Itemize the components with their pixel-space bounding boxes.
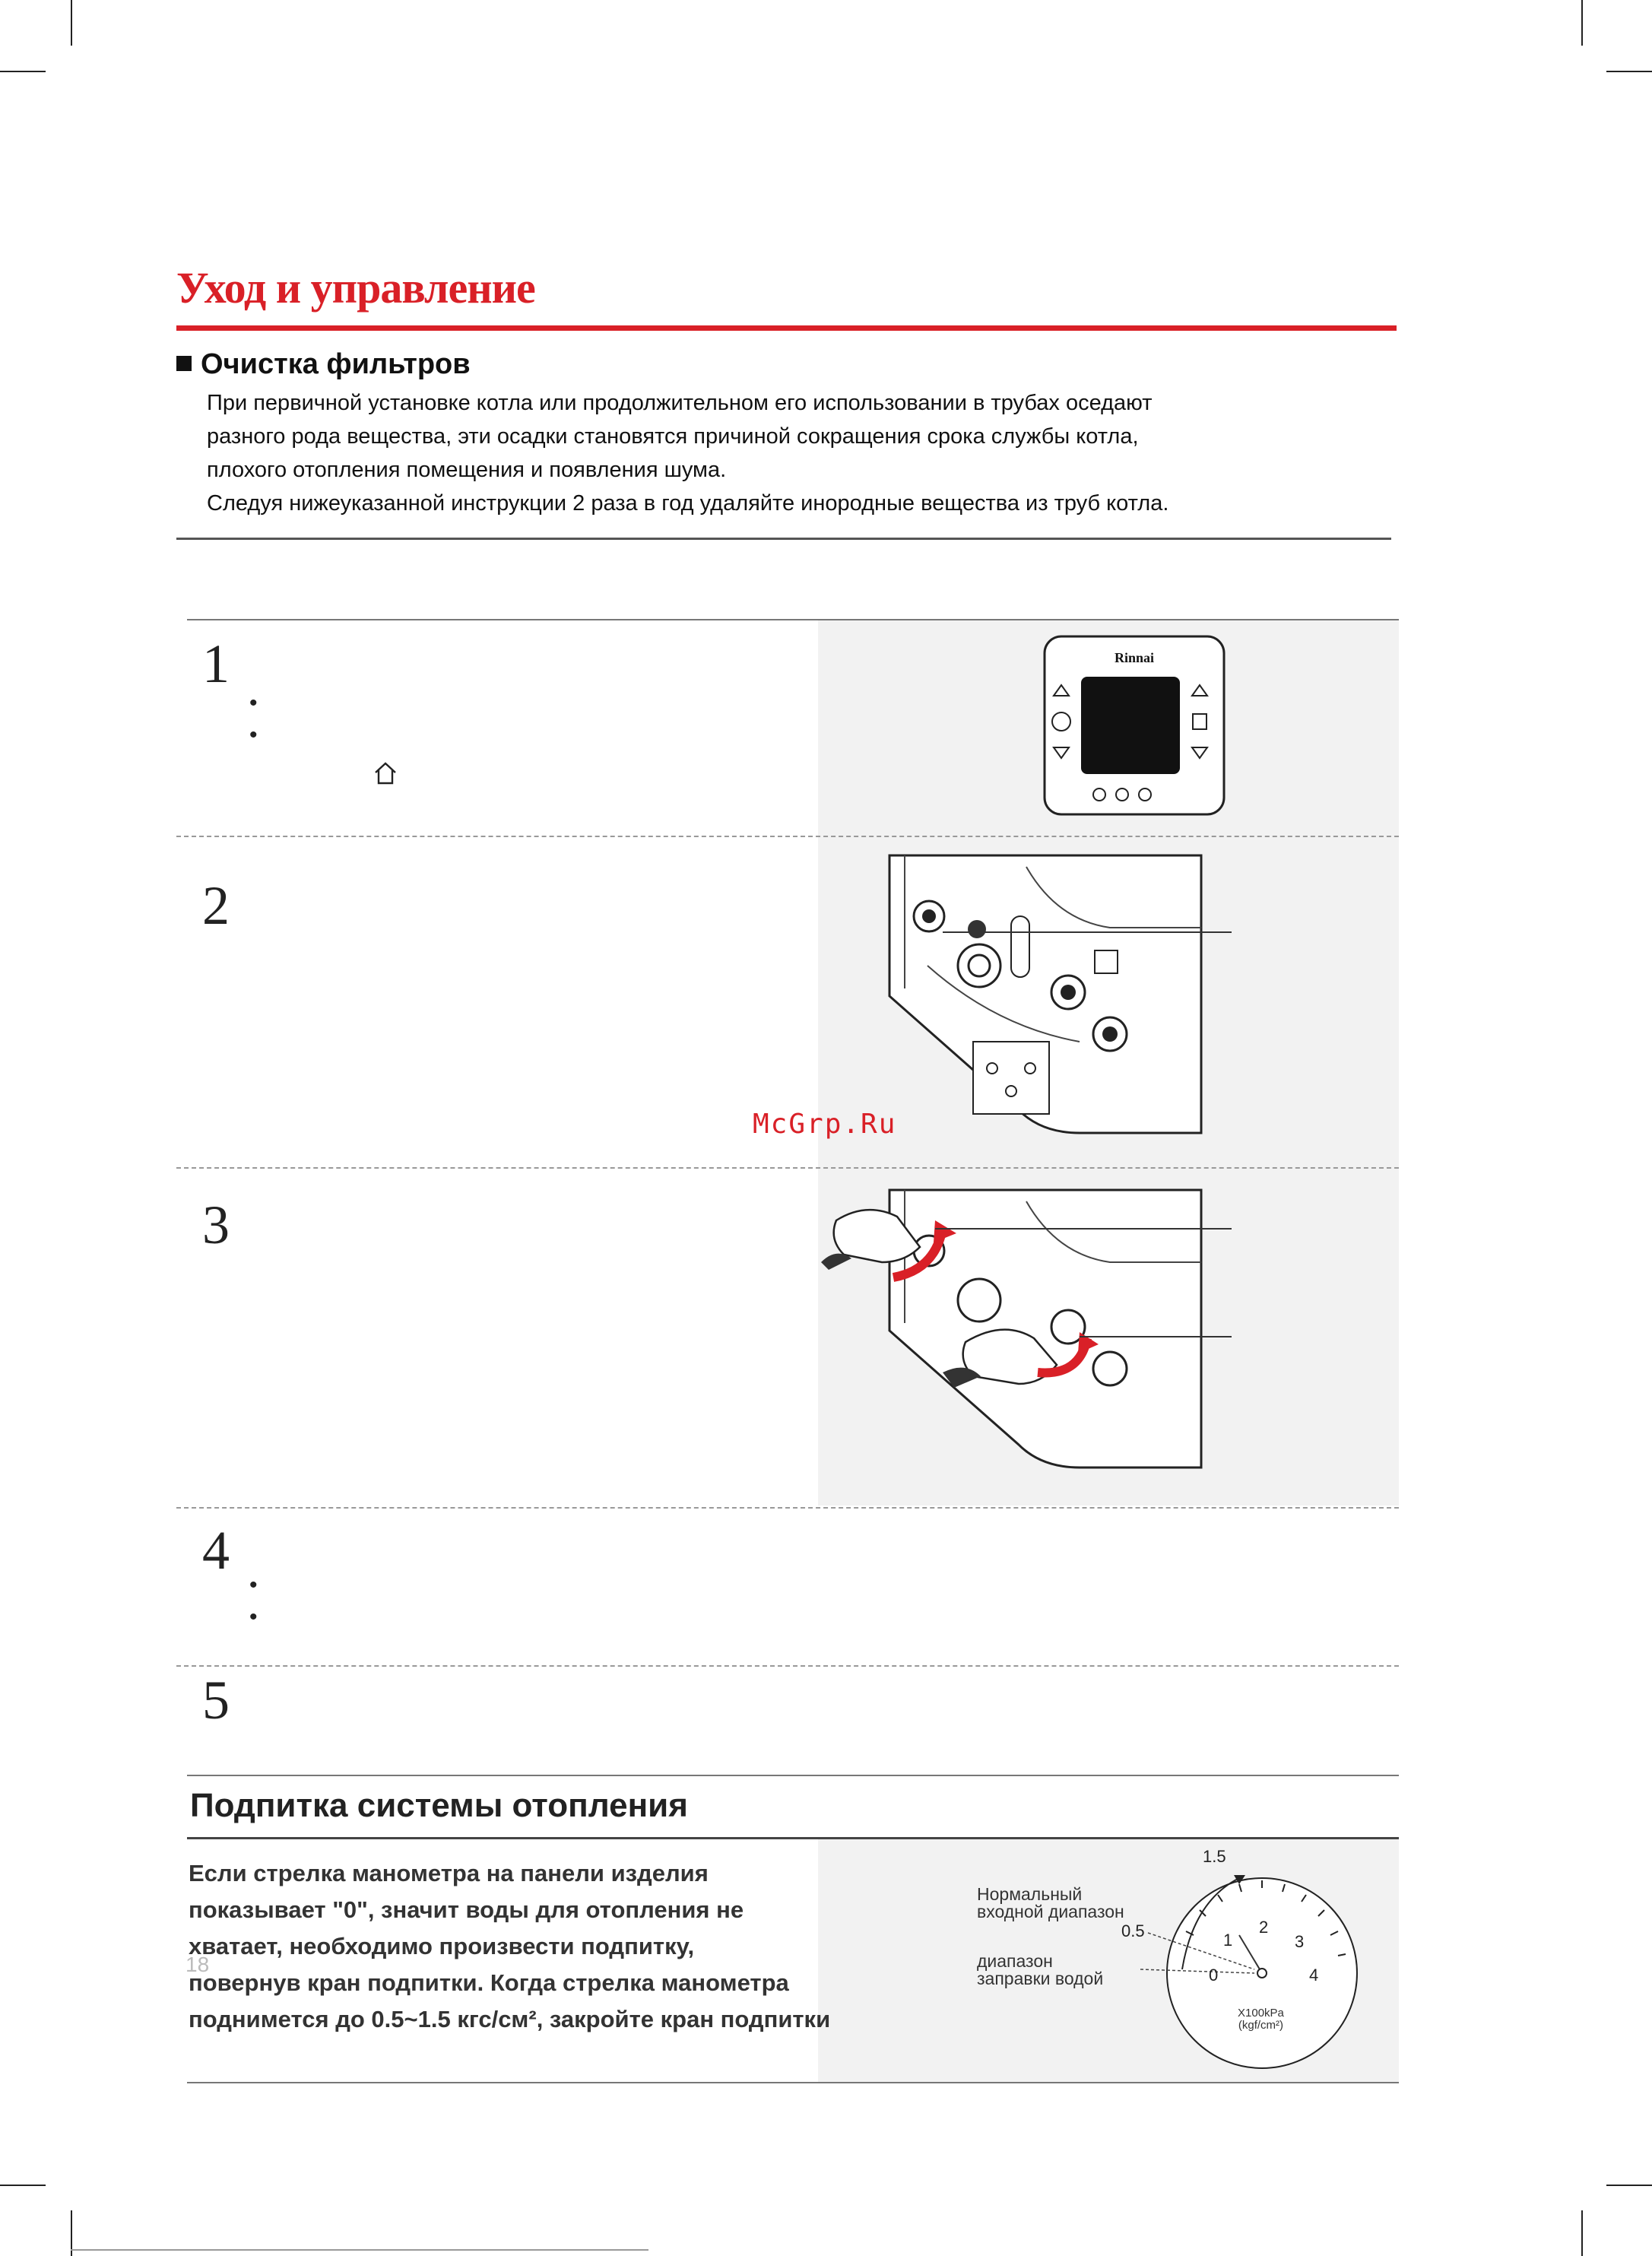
callout-line bbox=[1080, 1336, 1232, 1337]
step-bullet: • bbox=[249, 1604, 258, 1629]
gauge-label-line: заправки водой bbox=[977, 1969, 1104, 1988]
intro-paragraph bbox=[207, 386, 1168, 520]
step-number: 3 bbox=[202, 1195, 230, 1255]
callout-line bbox=[935, 1228, 1232, 1230]
gauge-label-normal bbox=[977, 1886, 1124, 1921]
home-icon bbox=[373, 760, 398, 786]
refill-line: поднимется до 0.5~1.5 кгс/см², закройте кран подпитки bbox=[189, 2006, 831, 2032]
gauge-label-line: входной диапазон bbox=[977, 1902, 1124, 1921]
crop-mark bbox=[0, 71, 46, 72]
crop-mark bbox=[1581, 0, 1583, 46]
callout-line bbox=[943, 931, 1232, 933]
page-title: Уход и управление bbox=[176, 263, 535, 313]
step-number: 4 bbox=[202, 1520, 230, 1581]
refill-top-rule bbox=[187, 1775, 1399, 1776]
section-heading-text: Очистка фильтров bbox=[201, 348, 471, 380]
footer-line bbox=[71, 2249, 648, 2251]
gauge-tick-0-5: 0.5 bbox=[1121, 1921, 1145, 1940]
crop-mark bbox=[1606, 2185, 1652, 2186]
boiler-filter-removal-illustration bbox=[821, 1186, 1209, 1475]
gauge-unit-line: X100kPa bbox=[1238, 2007, 1284, 2020]
section-heading-filter bbox=[176, 348, 471, 381]
gauge-unit-line: (kgf/cm²) bbox=[1238, 2019, 1284, 2032]
step-divider bbox=[176, 1167, 1399, 1169]
step-number: 5 bbox=[202, 1670, 230, 1731]
step-divider bbox=[176, 1665, 1399, 1667]
gauge-tick-2: 2 bbox=[1259, 1918, 1269, 1937]
refill-line: Если стрелка манометра на панели изделия bbox=[189, 1860, 709, 1886]
page-number: 18 bbox=[185, 1953, 210, 1976]
gauge-tick-1-5: 1.5 bbox=[1203, 1847, 1226, 1866]
step-number: 2 bbox=[202, 875, 230, 936]
intro-line: При первичной установке котла или продолжительном его использовании в трубах оседают bbox=[207, 391, 1153, 415]
step-number: 1 bbox=[202, 633, 230, 694]
watermark: McGrp.Ru bbox=[753, 1109, 897, 1140]
intro-line: разного рода вещества, эти осадки становятся причиной сокращения срока службы котла, bbox=[207, 424, 1139, 449]
controller-brand: Rinnai bbox=[1114, 650, 1155, 665]
gauge-label-line: Нормальный bbox=[977, 1884, 1083, 1904]
refill-line: хватает, необходимо произвести подпитку, bbox=[189, 1933, 695, 1959]
crop-mark bbox=[71, 0, 72, 46]
gauge-tick-0: 0 bbox=[1209, 1966, 1219, 1985]
step-bullet: • bbox=[249, 1572, 258, 1598]
refill-line: показывает "0", значит воды для отопления не bbox=[189, 1896, 744, 1923]
step-bullet: • bbox=[249, 722, 258, 747]
gauge-tick-1: 1 bbox=[1223, 1931, 1233, 1950]
gauge-tick-4: 4 bbox=[1309, 1966, 1319, 1985]
boiler-bottom-illustration bbox=[882, 852, 1209, 1141]
intro-rule bbox=[176, 538, 1391, 540]
step-divider bbox=[176, 1507, 1399, 1509]
title-rule bbox=[176, 325, 1397, 331]
crop-mark bbox=[1606, 71, 1652, 72]
crop-mark bbox=[1581, 2210, 1583, 2256]
square-bullet-icon bbox=[176, 356, 192, 371]
gauge-tick-3: 3 bbox=[1295, 1932, 1305, 1951]
gauge-label-line: диапазон bbox=[977, 1951, 1053, 1971]
intro-line: плохого отопления помещения и появления шума. bbox=[207, 458, 727, 482]
crop-mark bbox=[0, 2185, 46, 2186]
gauge-unit bbox=[1238, 2007, 1284, 2032]
refill-text bbox=[189, 1855, 830, 2038]
step-bullet: • bbox=[249, 690, 258, 716]
pressure-gauge bbox=[1140, 1855, 1391, 2083]
intro-line: Следуя нижеуказанной инструкции 2 раза в год удаляйте инородные вещества из труб котла. bbox=[207, 491, 1169, 516]
step-divider bbox=[176, 836, 1399, 837]
refill-line: повернув кран подпитки. Когда стрелка манометра bbox=[189, 1969, 789, 1996]
controller-screen bbox=[1081, 677, 1180, 774]
gauge-label-fill bbox=[977, 1953, 1103, 1988]
refill-heading: Подпитка системы отопления bbox=[190, 1787, 688, 1824]
